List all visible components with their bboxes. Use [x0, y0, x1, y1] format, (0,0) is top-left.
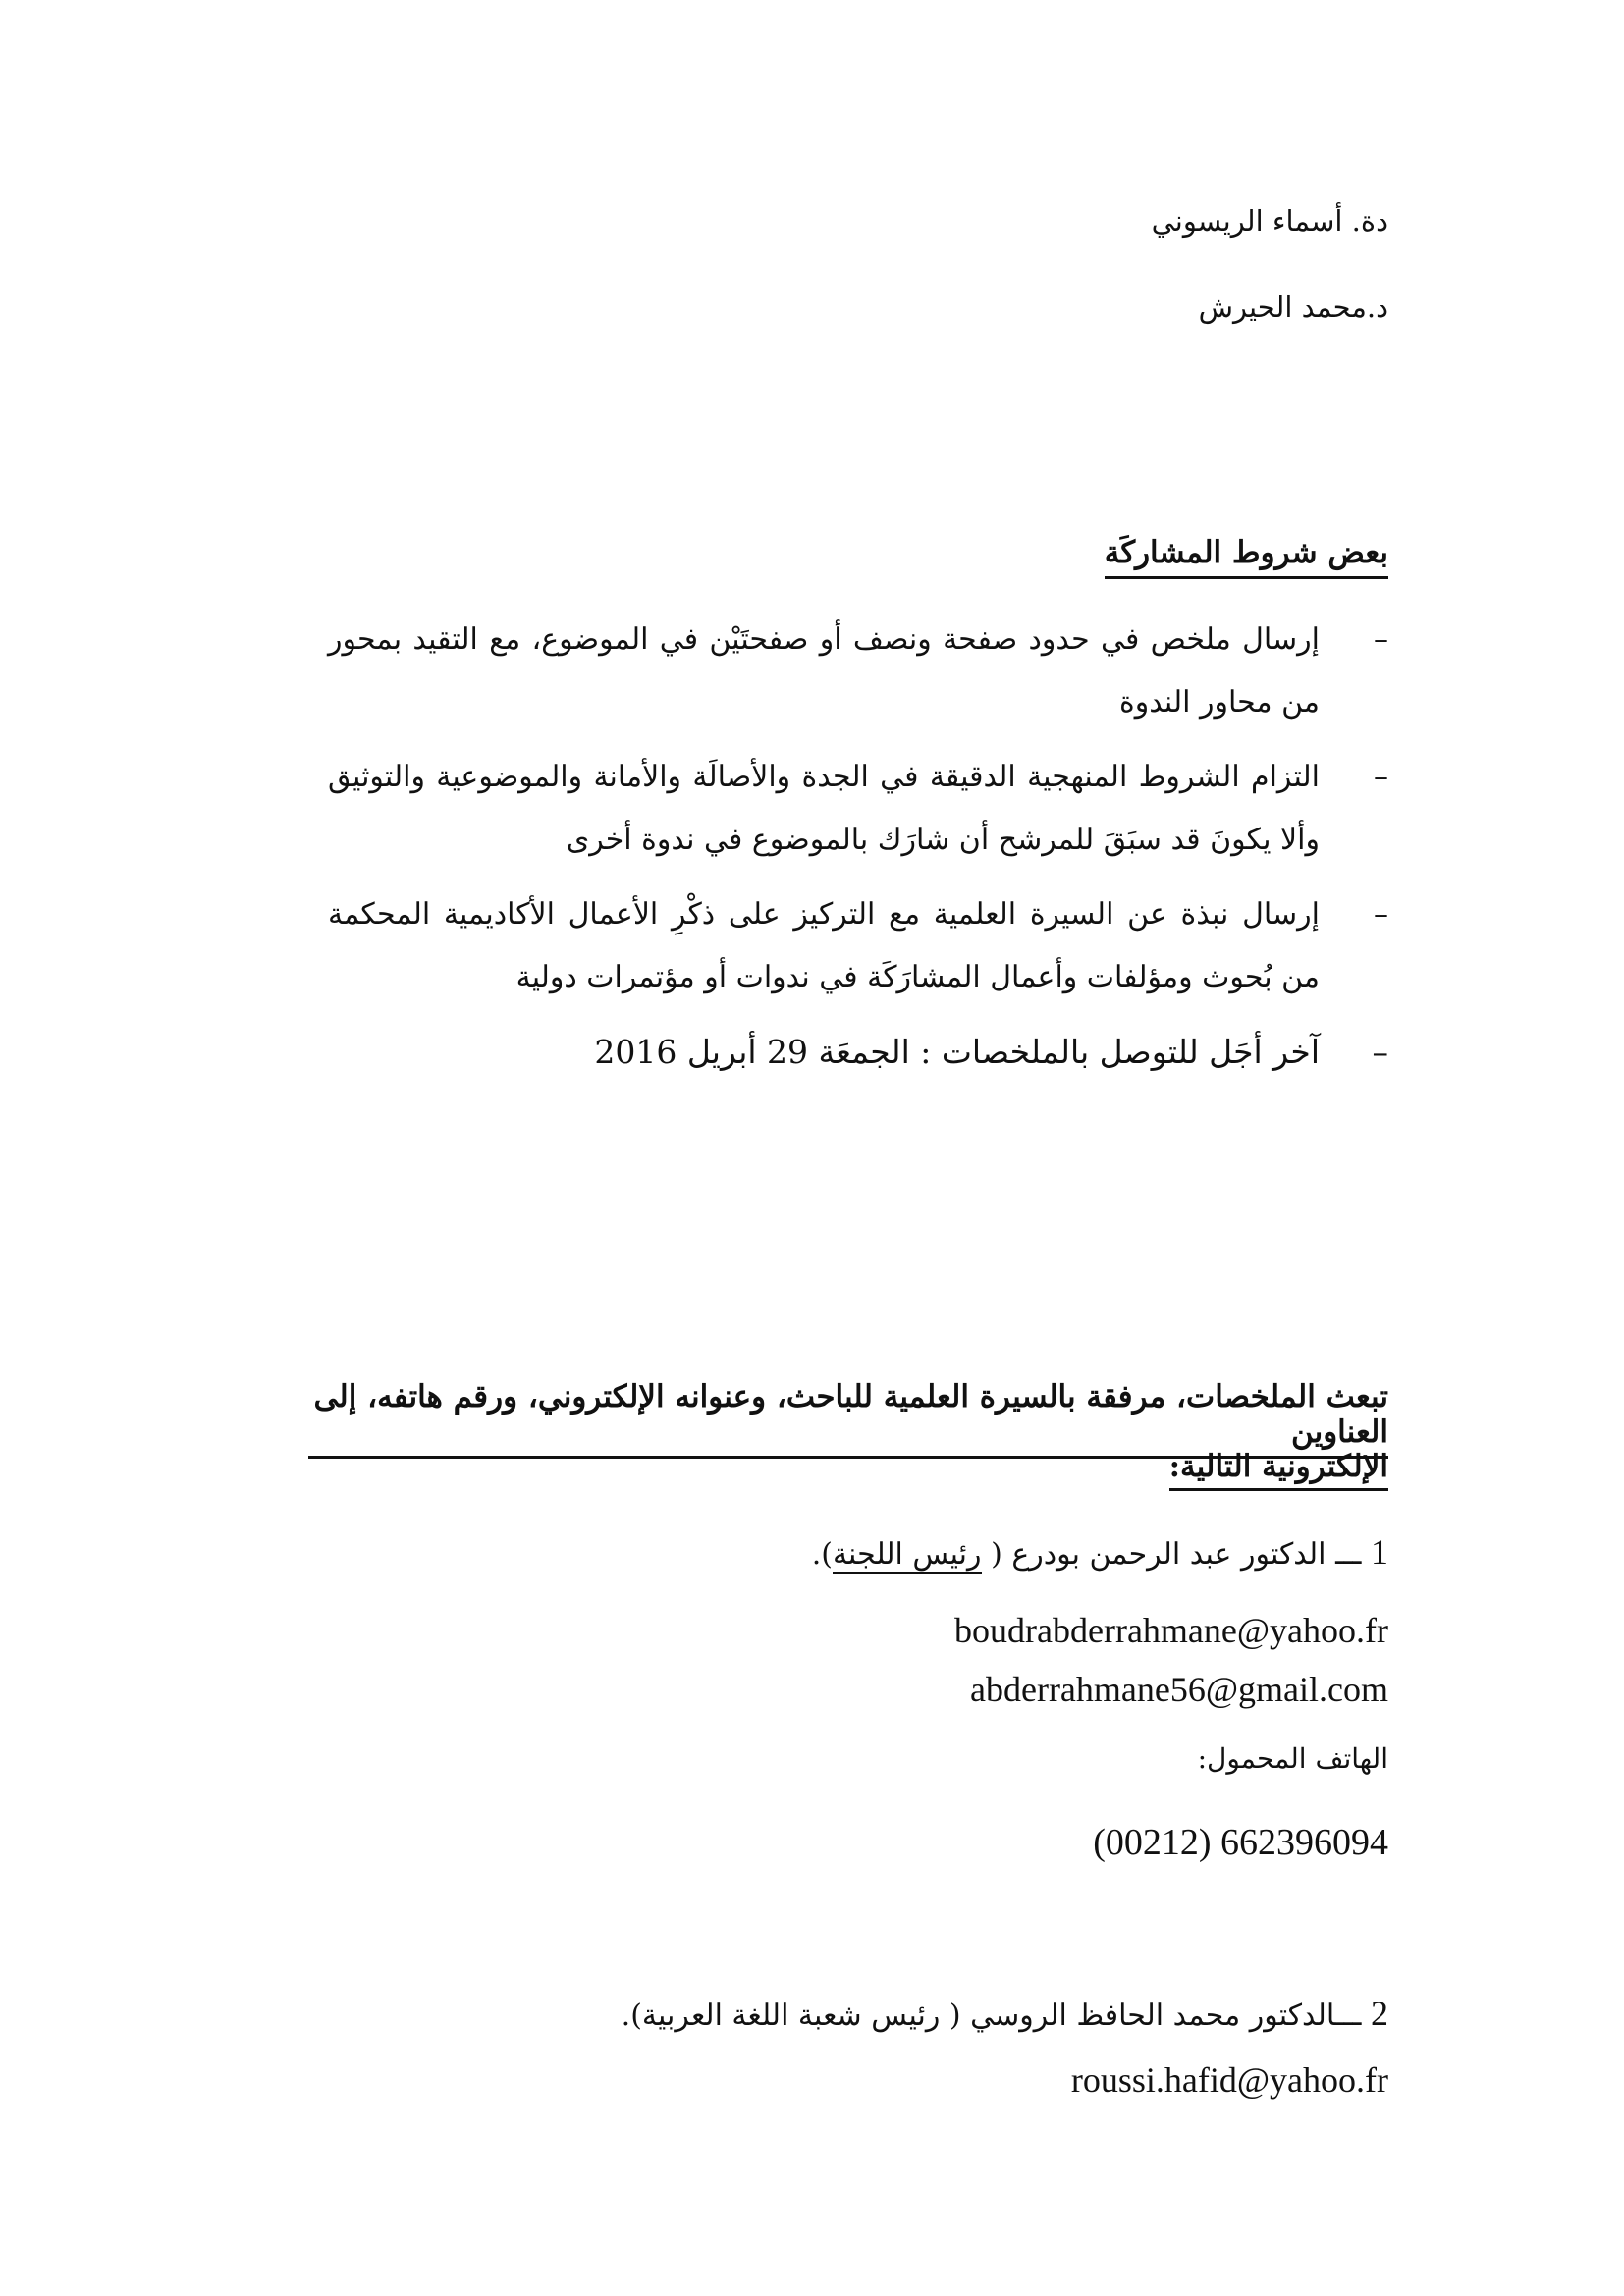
contact-number: 1	[1371, 1532, 1388, 1572]
bullet-dash: –	[1374, 760, 1388, 794]
contact-end: ).	[811, 1537, 833, 1572]
phone-label: الهاتف المحمول:	[1197, 1742, 1388, 1775]
phone-number: (00212) 662396094	[1093, 1822, 1388, 1863]
bullet-dash: –	[1374, 622, 1388, 657]
conditions-heading: بعض شروط المشاركَة	[1105, 535, 1388, 579]
contact-2-title	[622, 1993, 1388, 2034]
contact-name: الدكتور عبد الرحمن بودرع (	[991, 1537, 1326, 1572]
bullet-dash: –	[1372, 1033, 1388, 1071]
condition-text: التزام الشروط المنهجية الدقيقة في الجدة والأصالَة والأمانة والموضوعية والتوثيق وألا يكونَ قد سبَقَ للمرشح أن شارَك بالموضوع في ندوة أخرى	[328, 760, 1320, 857]
submission-instructions-cont: الإلكترونية التالية:	[1169, 1449, 1388, 1491]
conditions-list	[328, 609, 1388, 1095]
bullet-dash: –	[1374, 897, 1388, 932]
contact-number: 2	[1371, 1994, 1388, 2033]
condition-item	[328, 746, 1388, 872]
contact-name: الدكتور محمد الحافظ الروسي ( رئيس شعبة اللغة العربية).	[621, 1999, 1336, 2033]
author-name-2: د.محمد الحيرش	[1198, 291, 1388, 324]
contact-dash: ـــ	[1335, 1537, 1362, 1572]
condition-text: إرسال نبذة عن السيرة العلمية مع التركيز على ذكْرِ الأعمال الأكاديمية المحكمة من بُحوث ومؤلفات وأعمال المشارَكَة في ندوات أو مؤتمرات دولية	[328, 897, 1320, 994]
condition-item	[328, 609, 1388, 734]
submission-instructions: تبعث الملخصات، مرفقة بالسيرة العلمية للباحث، وعنوانه الإلكتروني، ورقم هاتفه، إلى العناوين	[308, 1379, 1388, 1459]
deadline-text: آخر أجَل للتوصل بالملخصات : الجمعَة 29 أبريل 2016	[594, 1033, 1320, 1071]
email-link[interactable]: boudrabderrahmane@yahoo.fr	[954, 1611, 1388, 1650]
author-name-1: دة. أسماء الريسوني	[1151, 204, 1388, 238]
contact-role: رئيس اللجنة	[832, 1537, 982, 1572]
condition-item-deadline	[328, 1021, 1388, 1084]
condition-text: إرسال ملخص في حدود صفحة ونصف أو صفحتَيْن في الموضوع، مع التقيد بمحور من محاور الندوة	[328, 622, 1320, 720]
condition-item	[328, 883, 1388, 1009]
contact-1-title	[812, 1531, 1388, 1573]
email-link[interactable]: roussi.hafid@yahoo.fr	[1070, 2060, 1388, 2100]
email-link[interactable]: abderrahmane56@gmail.com	[970, 1670, 1388, 1709]
contact-dash: ـــ	[1335, 1999, 1362, 2033]
